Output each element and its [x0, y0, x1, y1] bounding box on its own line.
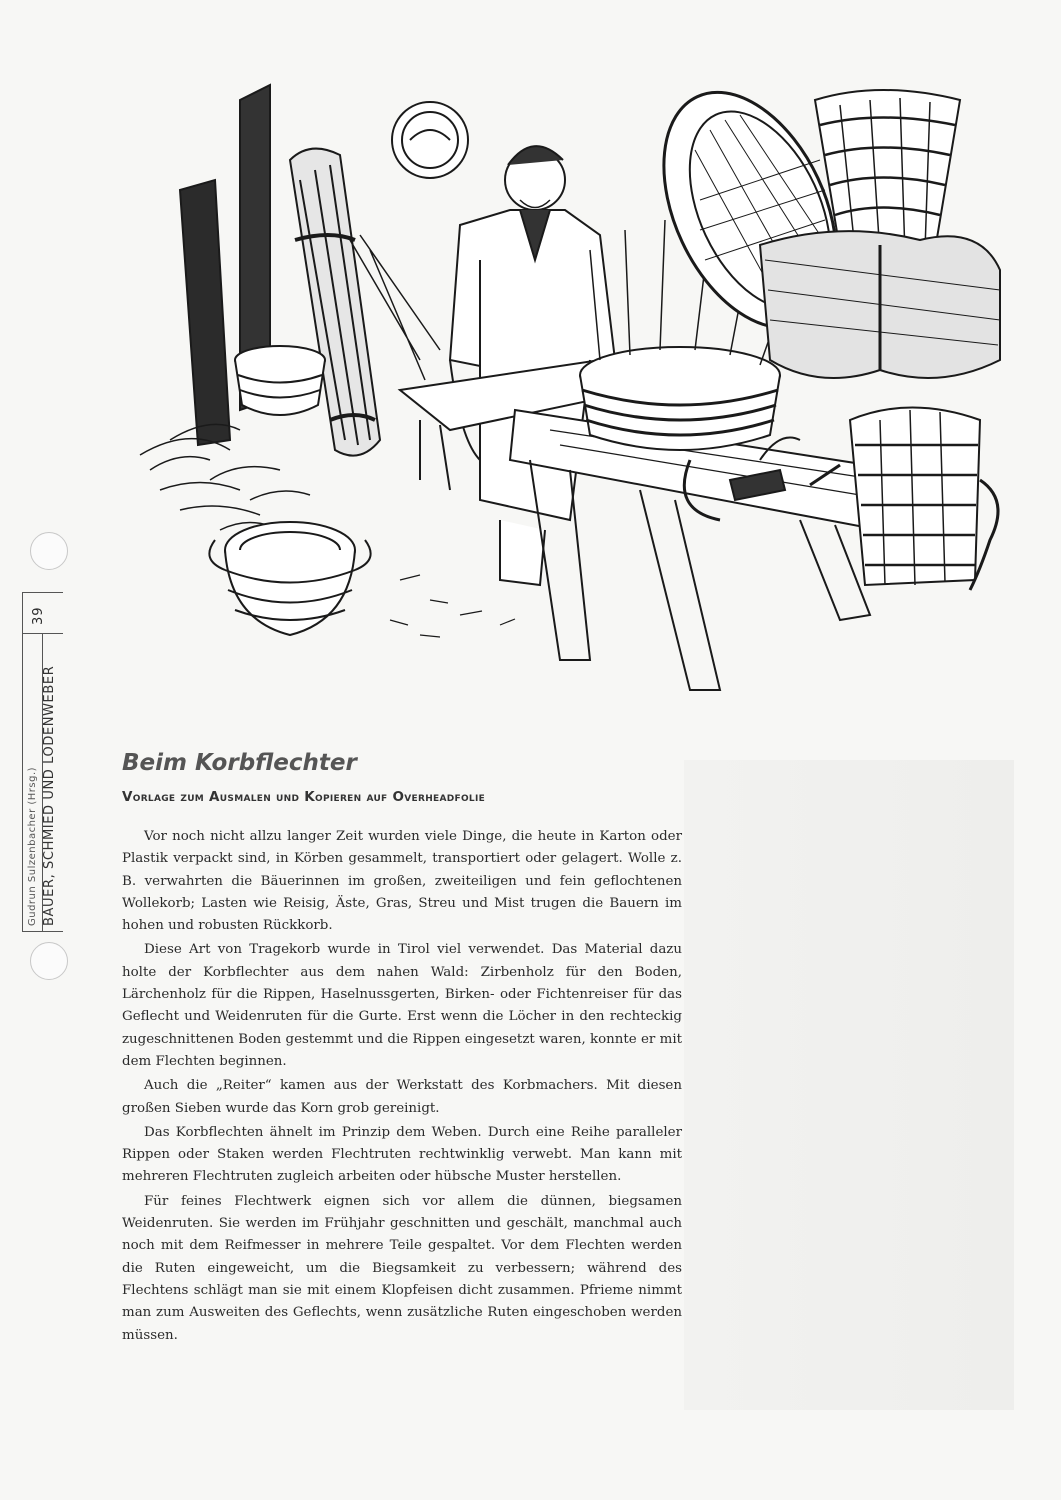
page-number: 39	[31, 606, 46, 625]
punch-hole-top	[30, 532, 68, 570]
scan-shade	[684, 760, 1014, 1410]
round-basket-bottom	[209, 522, 370, 635]
double-wool-basket	[760, 231, 1000, 378]
series-title: BAUER, SCHMIED UND LODENWEBER	[42, 665, 57, 926]
paragraph: Für feines Flechtwerk eignen sich vor allem die dünnen, biegsamen Weidenruten. Sie werden im Frühjahr geschnitten und geschält, manchmal auch noch mit dem Reifmesser in mehrere Teile gespaltet. Vor dem Flechten werden die Ruten eingeweicht, um die Biegsamkeit zu verbessern; während des Flechtens schlägt man sie mit einem Klopfeisen dicht zusammen. Pfrieme nimmt man zum Ausweiten des Geflechts, wenn zusätzliche Ruten eingeschoben werden müssen.	[122, 1193, 682, 1343]
floor-shavings	[390, 575, 515, 637]
punch-hole-bottom	[30, 942, 68, 980]
wall-plate	[392, 102, 468, 178]
paragraph: Auch die „Reiter“ kamen aus der Werkstatt des Korbmachers. Mit diesen großen Sieben wurde das Korn grob gereinigt.	[122, 1078, 682, 1116]
rod-bundle	[290, 149, 440, 456]
editor-credit: Gudrun Sulzenbacher (Hrsg.)	[27, 766, 38, 926]
back-basket-right	[850, 408, 998, 591]
article-title: Beim Korbflechter	[122, 750, 357, 776]
paragraph: Diese Art von Tragekorb wurde in Tirol viel verwendet. Das Material dazu holte der Korbflechter aus dem nahen Wald: Zirbenholz für den Boden, Lärchenholz für die Rippen, Haselnussgerten, Birken- oder Fichtenreiser für das Geflecht und Weidenruten für die Gurte. Erst wenn die Löcher in den rechteckig zugeschnittenen Boden gestemmt und die Rippen eingesetzt waren, konnte er mit dem Flechten beginnen.	[122, 942, 682, 1069]
paragraph: Das Korbflechten ähnelt im Prinzip dem Weben. Durch eine Reihe paralleler Rippen oder Staken werden Flechtruten rechtwinklig verwebt. Man kann mit mehreren Flechtruten zugleich arbeiten oder hübsche Muster herstellen.	[122, 1124, 682, 1185]
paragraph: Vor noch nicht allzu langer Zeit wurden viele Dinge, die heute in Karton oder Plastik verpackt sind, in Körben gesammelt, transportiert oder gelagert. Wolle z. B. verwahrten die Bäuerinnen im großen, zweiteiligen und fein geflochtenen Wollekorb; Lasten wie Reisig, Äste, Gras, Streu und Mist trugen die Bauern im hohen und robusten Rückkorb.	[122, 829, 682, 934]
small-basket-left	[235, 346, 325, 415]
article-subtitle: Vorlage zum Ausmalen und Kopieren auf Overheadfolie	[122, 789, 486, 805]
article-body	[122, 826, 682, 1349]
basket-weaver-illustration	[120, 60, 1040, 710]
